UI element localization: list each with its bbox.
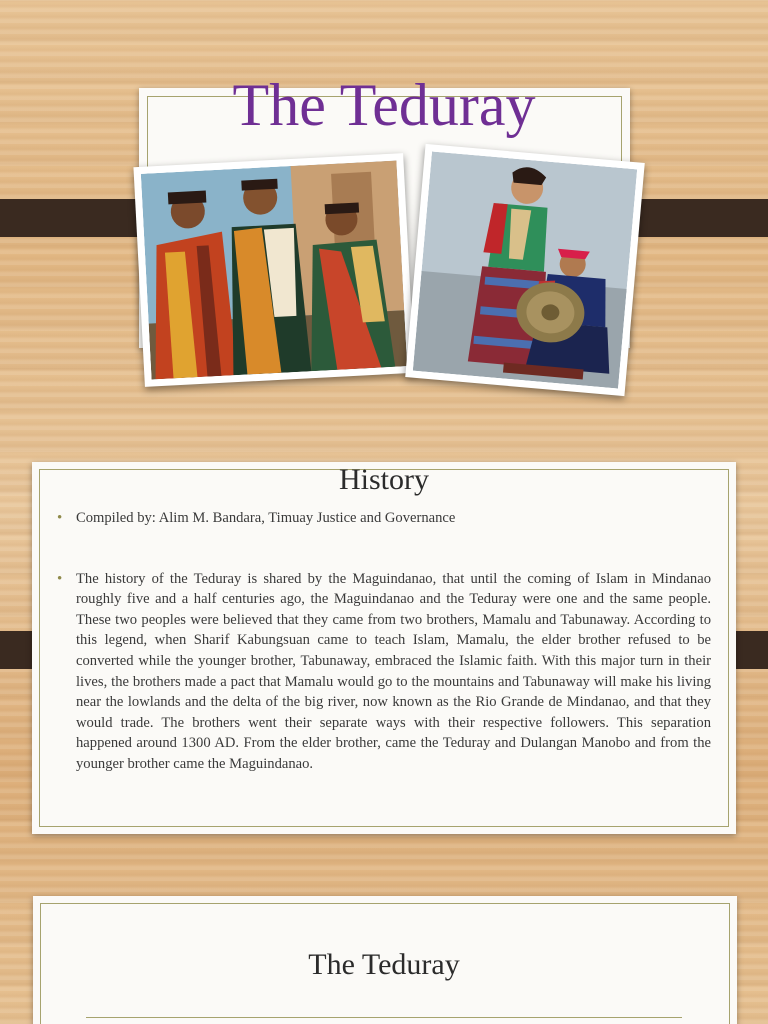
slide-3 [0, 862, 768, 1024]
history-bullet-list [57, 508, 711, 775]
bullet-icon: • [57, 510, 63, 526]
history-heading: History [339, 463, 429, 496]
accent-band-right [630, 199, 768, 237]
bullet-history-text [57, 569, 711, 775]
photo-gong-players-image [413, 151, 637, 388]
photo-three-people [133, 153, 414, 387]
section-title: The Teduray [308, 948, 460, 981]
slide-title: The Teduray [232, 72, 536, 138]
bullet-text: The history of the Teduray is shared by the Maguindanao, that until the coming of Islam in Mindanao roughly five and a half centuries ago, the Maguindanao and the Teduray were one and the same people. These two peoples were believed that they came from two brothers, Mamalu and Tabunaway. According to this legend, when Sharif Kabungsuan came to teach Islam, Mamalu, the elder brother refused to be converted while the younger brother, Tabunaway, embraced the Islamic faith. With this major turn in their lives, the brothers made a pact that Mamalu would go to the mountains and Tabunaway will make his living near the lowlands and the delta of the big river, now known as the Rio Grande de Mindanao, and that they would trade. The brothers went their separate ways with their respective followers. This separation happened around 1300 AD. From the elder brother, came the Teduray and Dulangan Manobo and from the younger brother came the Maguindanao. [76, 570, 711, 772]
bullet-compiled-by [57, 508, 711, 529]
bullet-text: Compiled by: Alim M. Bandara, Timuay Justice and Governance [76, 510, 456, 526]
photo-three-people-image [141, 160, 407, 379]
photo-gong-players [405, 144, 645, 396]
slide-2 [0, 430, 768, 862]
accent-band-left [0, 199, 139, 237]
title-underline [86, 1017, 682, 1018]
bullet-icon: • [57, 570, 63, 587]
slide-1 [0, 0, 768, 430]
